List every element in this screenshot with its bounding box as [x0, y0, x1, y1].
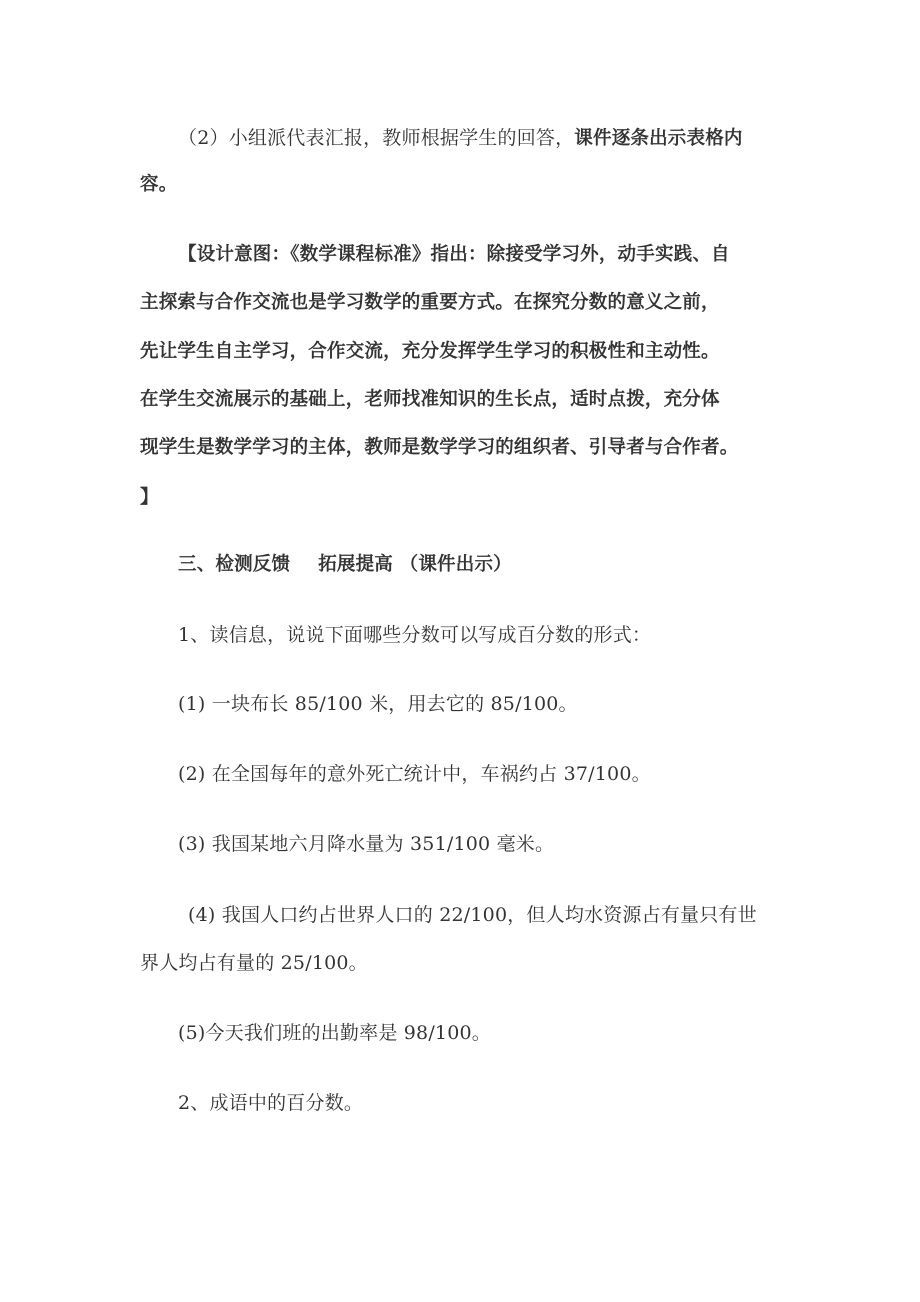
section-3-title: 三、检测反馈: [178, 554, 291, 575]
question-1-item-2: (2) 在全国每年的意外死亡统计中，车祸约占 37/100。: [178, 763, 651, 785]
question-1-item-5: (5)今天我们班的出勤率是 98/100。: [178, 1022, 491, 1044]
question-2: 2、成语中的百分数。: [178, 1092, 364, 1114]
design-intent-line-3: 先让学生自主学习，合作交流，充分发挥学生学习的积极性和主动性。: [140, 341, 720, 362]
question-1: 1、读信息，说说下面哪些分数可以写成百分数的形式：: [178, 624, 652, 646]
section-3-heading: [178, 553, 838, 577]
question-1-item-3: (3) 我国某地六月降水量为 351/100 毫米。: [178, 833, 555, 855]
question-1-item-4: (4) 我国人口约占世界人口的 22/100，但人均水资源占有量只有世: [188, 904, 757, 926]
report-text: （2）小组派代表汇报，教师根据学生的回答，: [178, 127, 575, 149]
design-intent-close-bracket: 】: [140, 487, 159, 508]
paragraph-report: [178, 126, 838, 151]
question-1-item-4-continuation: 界人均占有量的 25/100。: [140, 952, 368, 974]
design-intent-line-4: 在学生交流展示的基础上，老师找准知识的生长点，适时点拨，充分体: [140, 389, 720, 410]
question-1-item-1: (1) 一块布长 85/100 米，用去它的 85/100。: [178, 693, 578, 715]
report-bold-text: 课件逐条出示表格内: [574, 128, 743, 149]
design-intent-line-2: 主探索与合作交流也是学习数学的重要方式。在探究分数的意义之前，: [140, 292, 720, 313]
design-intent-line-1: 【设计意图：《数学课程标准》指出：除接受学习外，动手实践、自: [178, 244, 730, 265]
report-continuation: 容。: [140, 174, 178, 195]
design-intent-line-5: 现学生是数学学习的主体，教师是数学学习的组织者、引导者与合作者。: [140, 437, 739, 458]
section-3-subtitle: 拓展提高 （课件出示）: [318, 554, 512, 575]
